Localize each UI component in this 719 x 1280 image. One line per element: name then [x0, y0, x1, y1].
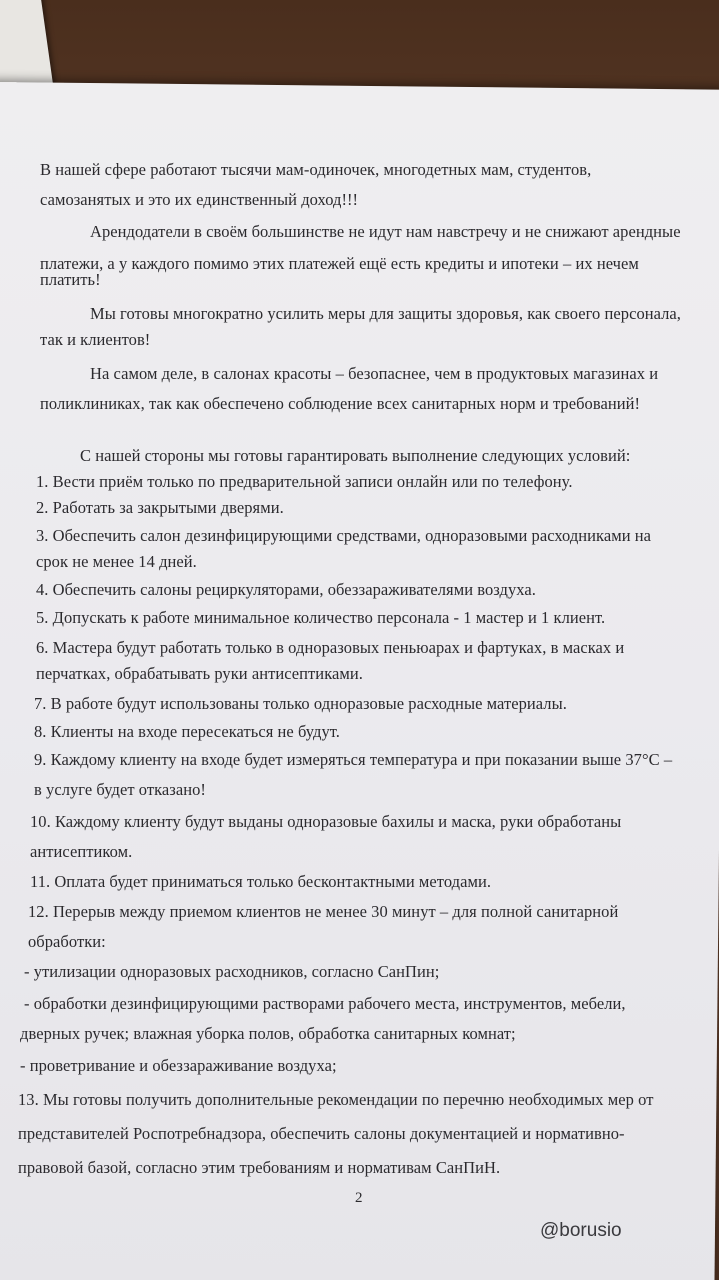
list-line: 4. Обеспечить салоны рециркуляторами, обеззараживателями воздуха. [36, 580, 536, 599]
conditions-intro: С нашей стороны мы готовы гарантировать выполнение следующих условий: [80, 446, 631, 465]
list-line: 2. Работать за закрытыми дверями. [36, 498, 284, 517]
paragraph-line: В нашей сфере работают тысячи мам-одиночек, многодетных мам, студентов, [40, 160, 592, 179]
list-line: 12. Перерыв между приемом клиентов не менее 30 минут – для полной санитарной [28, 902, 619, 921]
list-line: 11. Оплата будет приниматься только бесконтактными методами. [30, 872, 492, 891]
list-line: - проветривание и обеззараживание воздуха; [20, 1056, 337, 1075]
paragraph-line: самозанятых и это их единственный доход!!! [40, 190, 359, 209]
paragraph-line: платить! [40, 270, 101, 289]
list-line: перчатках, обрабатывать руки антисептиками. [36, 664, 363, 683]
list-line: 13. Мы готовы получить дополнительные рекомендации по перечню необходимых мер от [18, 1090, 654, 1109]
list-line: 5. Допускать к работе минимальное количество персонала - 1 мастер и 1 клиент. [36, 608, 606, 627]
list-line: 3. Обеспечить салон дезинфицирующими средствами, одноразовыми расходниками на [36, 526, 652, 545]
list-line: - обработки дезинфицирующими растворами рабочего места, инструментов, мебели, [24, 994, 626, 1013]
list-line: 9. Каждому клиенту на входе будет измеряться температура и при показании выше 37°С – [34, 750, 673, 769]
list-line: дверных ручек; влажная уборка полов, обработка санитарных комнат; [20, 1024, 516, 1043]
paragraph-line: поликлиниках, так как обеспечено соблюдение всех санитарных норм и требований! [40, 394, 641, 413]
list-line: 6. Мастера будут работать только в одноразовых пеньюарах и фартуках, в масках и [36, 638, 625, 657]
list-line: 7. В работе будут использованы только одноразовые расходные материалы. [34, 694, 567, 713]
list-line: срок не менее 14 дней. [36, 552, 197, 571]
list-line: - утилизации одноразовых расходников, согласно СанПин; [24, 962, 440, 981]
list-line: 1. Вести приём только по предварительной записи онлайн или по телефону. [36, 472, 573, 491]
list-line: антисептиком. [30, 842, 133, 861]
paragraph-line: На самом деле, в салонах красоты – безопаснее, чем в продуктовых магазинах и [90, 364, 659, 383]
paragraph-line: так и клиентов! [40, 330, 151, 349]
list-line: представителей Роспотребнадзора, обеспечить салоны документацией и нормативно- [18, 1124, 625, 1143]
paragraph-line: Арендодатели в своём большинстве не идут нам навстречу и не снижают арендные [90, 222, 681, 241]
paragraph-line: Мы готовы многократно усилить меры для защиты здоровья, как своего персонала, [90, 304, 681, 323]
list-line: обработки: [28, 932, 106, 951]
paragraph-line: платежи, а у каждого помимо этих платежей ещё есть кредиты и ипотеки – их нечем [40, 254, 639, 273]
list-line: правовой базой, согласно этим требованиям и нормативам СанПиН. [18, 1158, 501, 1177]
page-number: 2 [355, 1190, 363, 1206]
list-line: 10. Каждому клиенту будут выданы одноразовые бахилы и маска, руки обработаны [30, 812, 622, 831]
watermark-handle: @borusio [540, 1220, 622, 1241]
list-line: в услуге будет отказано! [34, 780, 206, 799]
list-line: 8. Клиенты на входе пересекаться не будут. [34, 722, 340, 741]
